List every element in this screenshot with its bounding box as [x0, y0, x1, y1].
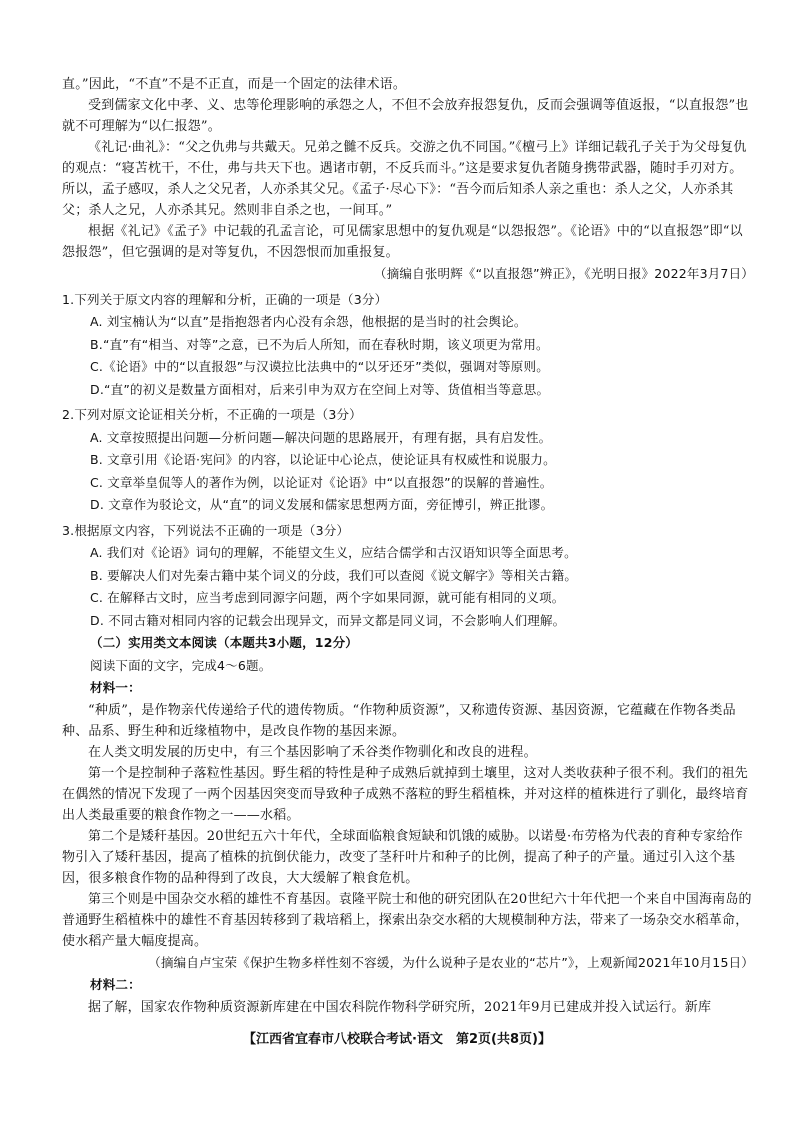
option-d: D. 不同古籍对相同内容的记载会出现异文，而异文都是同义词，不会影响人们理解。 [90, 612, 566, 628]
page-footer: 【江西省宜春市八校联合考试·语文 第2页(共8页)】 [243, 1032, 551, 1047]
option-d: D. 文章作为驳论文，从“直”的词义发展和儒家思想两方面，旁征博引，辨正批谬。 [90, 497, 554, 512]
material1-paragraph-1: “种质”，是作物亲代传递给子代的遗传物质。“作物种质资源”，又称遗传资源、基因资源，它蕴藏在作物各类品种、品系、野生种和近缘植物中，是改良作物的基因来源。 [62, 702, 736, 739]
passage1-paragraph-2: 受到儒家文化中孝、义、忠等伦理影响的承怨之人，不但不会放弃报怨复仇，反而会强调等值返报，“以直报怨”也就不可理解为“以仁报怨”。 [62, 98, 749, 134]
option-b: B. 要解决人们对先秦古籍中某个词义的分歧，我们可以查阅《说文解字》等相关古籍。 [90, 567, 578, 583]
material1-label: 材料一： [90, 680, 141, 695]
material1-paragraph-4: 第二个是矮秆基因。20世纪五六十年代，全球面临粮食短缺和饥饿的威胁。以诺曼·布劳格为代表的育种专家给作物引入了矮秆基因，提高了植株的抗倒伏能力，改变了茎秆叶片和种子的比例，提高了种子的产量。通过引入这个基因，很多粮食作物的品种得到了改良，大大缓解了粮食危机。 [62, 828, 743, 886]
section-instruction: 阅读下面的文字，完成4～6题。 [90, 657, 272, 673]
question-2 [62, 404, 754, 517]
material1-paragraph-5: 第三个则是中国杂交水稻的雄性不育基因。袁隆平院士和他的研究团队在20世纪六十年代把一个来自中国海南岛的普通野生稻植株中的雄性不育基因转移到了栽培稻上，探索出杂交水稻的大规模制种方法，带来了一场杂交水稻革命，使水稻产量大幅度提高。 [62, 891, 752, 949]
passage1-paragraph-4: 根据《礼记》《孟子》中记载的孔孟言论，可见儒家思想中的复仇观是“以怨报怨”。《论语》中的“以直报怨”即“以怨报怨”，但它强调的是对等复仇，不因怨恨而加重报复。 [62, 224, 743, 260]
question-3 [62, 520, 754, 633]
question-stem: 1.下列关于原文内容的理解和分析，正确的一项是（3分） [62, 291, 388, 307]
passage1-paragraph-3: 《礼记·曲礼》：“父之仇弗与共戴天。兄弟之雠不反兵。交游之仇不同国。”《檀弓上》详细记载孔子关于为父母复仇的观点：“寝苫枕干，不仕，弗与共天下也。遇诸市朝，不反兵而斗。”这是要求复仇者随身携带武器，随时手刃对方。所以，孟子感叹，杀人之父兄者，人亦杀其父兄。《孟子·尽心下》：“吾今而后知杀人亲之重也：杀人之父，人亦杀其父；杀人之兄，人亦杀其兄。然则非自杀之也，一间耳。” [62, 140, 747, 218]
material1-paragraph-2: 在人类文明发展的历史中，有三个基因影响了禾谷类作物驯化和改良的进程。 [88, 744, 537, 760]
question-stem: 3.根据原文内容，下列说法不正确的一项是（3分） [62, 522, 350, 538]
material2-label: 材料二： [90, 977, 141, 992]
material2-paragraph-1: 据了解，国家农作物种质资源新库建在中国农科院作物科学研究所，2021年9月已建成并投入试运行。新库 [88, 999, 712, 1015]
option-a: A. 文章按照提出问题—分析问题—解决问题的思路展开，有理有据，具有启发性。 [90, 429, 552, 445]
source-citation-1: （摘编自张明辉《“以直报怨”辨正》，《光明日报》2022年3月7日） [374, 266, 754, 281]
section-heading: （二）实用类文本阅读（本题共3小题，12分） [90, 635, 358, 650]
passage1-paragraph-1: 直。”因此，“不直”不是不正直，而是一个固定的法律术语。 [62, 77, 407, 92]
option-c: C.《论语》中的“以直报怨”与汉谟拉比法典中的“以牙还牙”类似，强调对等原则。 [90, 359, 549, 374]
option-b: B. 文章引用《论语·宪问》的内容，以论证中心论点，使论证具有权威性和说服力。 [90, 452, 556, 467]
question-1 [62, 289, 754, 402]
material1-paragraph-3: 第一个是控制种子落粒性基因。野生稻的特性是种子成熟后就掉到土壤里，这对人类收获种子很不利。我们的祖先在偶然的情况下发现了一两个因基因突变而导致种子成熟不落粒的野生稻植株，并对这样的植株进行了驯化，最终培育出人类最重要的粮食作物之一——水稻。 [62, 765, 749, 823]
option-a: A. 刘宝楠认为“以直”是指抱怨者内心没有余怨，他根据的是当时的社会舆论。 [90, 314, 527, 329]
option-a: A. 我们对《论语》词句的理解，不能望文生义，应结合儒学和古汉语知识等全面思考。 [90, 545, 577, 560]
option-c: C. 在解释古文时，应当考虑到同源字问题，两个字如果同源，就可能有相同的义项。 [90, 590, 565, 605]
option-c: C. 文章举皇侃等人的著作为例，以论证对《论语》中“以直报怨”的误解的普遍性。 [90, 474, 553, 490]
source-citation-2: （摘编自卢宝荣《保护生物多样性刻不容缓，为什么说种子是农业的“芯片”》，上观新闻2021年10月15日） [148, 954, 754, 970]
option-d: D.“直”的初义是数量方面相对，后来引申为双方在空间上对等、货值相当等意思。 [90, 381, 550, 397]
option-b: B.“直”有“相当、对等”之意，已不为后人所知，而在春秋时期，该义项更为常用。 [90, 336, 549, 352]
question-stem: 2.下列对原文论证相关分析，不正确的一项是（3分） [62, 407, 362, 422]
